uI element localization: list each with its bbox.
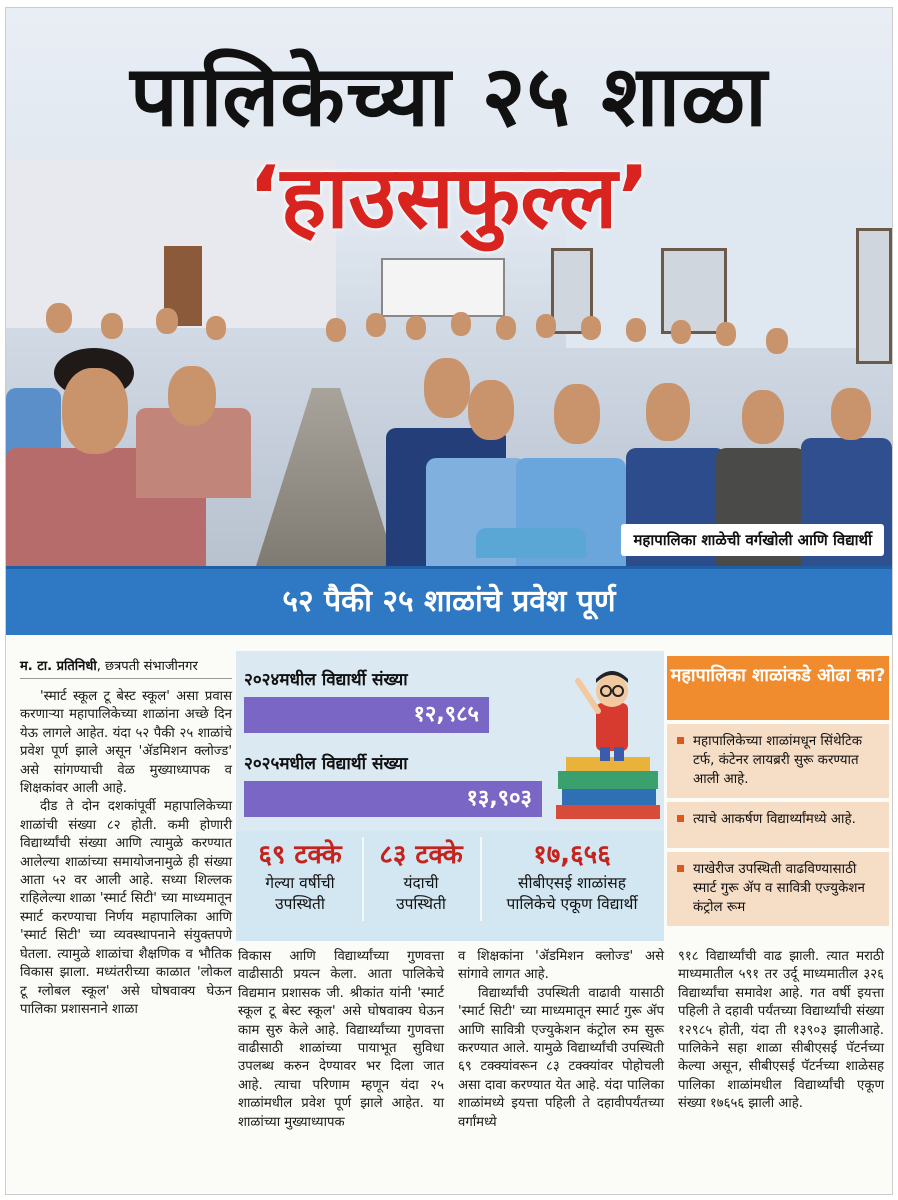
article-column-1 <box>20 688 232 1019</box>
student-reading-illustration <box>556 661 660 821</box>
headline-line1: पालिकेच्या २५ शाळा <box>130 47 768 145</box>
article-paragraph: ९१८ विद्यार्थ्यांची वाढ झाली. त्यात मराठी माध्यमातील ५९१ तर उर्दू माध्यमातील ३२६ विद्यार्थ्यांचा समावेश आहे. गत वर्षी इयत्ता पहिली ते दहावी पर्यंतच्या विद्यार्थ्यांची संख्या १२९८५ होती, यंदा ती १३९०३ झालीआहे. पालिकेने सहा शाळा सीबीएसई पॅटर्नच्या केल्या असून, सीबीएसई पॅटर्नच्या शाळेसह पालिका शाळांमधील विद्यार्थ्यांची एकूण संख्या १७६५६ झाली आहे. <box>678 949 884 1112</box>
article-paragraph: विद्यार्थ्यांची उपस्थिती वाढावी यासाठी 'स्मार्ट सिटी' च्या माध्यमातून स्मार्ट गुरू ॲप आणि सावित्री एज्युकेशन कंट्रोल रुम सुरू करण्यात आले. यामुळे विद्यार्थ्यांची उपस्थिती ६९ टक्क्यांवरून ८३ टक्क्यांवर पोहोचली असा दावा करण्यात येत आहे. यंदा पालिका शाळांमध्ये इयत्ता पहिली ते दहावीपर्यंतच्या वर्गांमध्ये <box>458 985 664 1130</box>
side-panel-item <box>667 724 889 798</box>
article-paragraph: 'स्मार्ट स्कूल टू बेस्ट स्कूल' असा प्रवास करणाऱ्या महापालिकेच्या शाळांना अच्छे दिन येऊ लागले आहेत. यंदा ५२ पैकी २५ शाळांचे प्रवेश पूर्ण झाले असून 'ॲडमिशन क्लोज्ड' असे सांगण्याची वेळ मुख्याध्यापक व शिक्षकांवर आली आहे. <box>20 689 232 797</box>
kpi-total-students <box>484 831 660 931</box>
kpi-value: १७,६५६ <box>533 840 611 870</box>
bullet-icon <box>677 737 684 744</box>
article-column-2 <box>238 948 444 1132</box>
kpi-caption: सीबीएसई शाळांसह <box>517 874 626 892</box>
kpi-caption: उपस्थिती <box>275 895 325 913</box>
bullet-icon <box>677 865 684 872</box>
kpi-caption: गेल्या वर्षीची <box>265 874 335 892</box>
byline-source: म. टा. प्रतिनिधी <box>20 659 97 674</box>
stats-box <box>236 651 664 941</box>
photo-caption: महापालिका शाळेची वर्गखोली आणि विद्यार्थी <box>621 524 884 556</box>
kpi-value: ८३ टक्के <box>379 840 463 870</box>
kpi-value: ६९ टक्के <box>258 840 342 870</box>
kpi-caption: यंदाची <box>403 874 439 892</box>
byline <box>20 656 232 679</box>
article-column-4 <box>678 948 884 1114</box>
side-panel-item <box>667 852 889 926</box>
side-panel-item <box>667 802 889 848</box>
article-paragraph: दीड ते दोन दशकांपूर्वी महापालिकेच्या शाळांची संख्या ८२ होती. कमी होणारी विद्यार्थ्यांची संख्या आणि त्यामुळे करण्यात आलेल्या शाळांच्या समायोजनामुळे ही संख्या आता ५२ वर आली आहे. सध्या शिल्लक राहिलेल्या शाळा 'स्मार्ट सिटी' च्या माध्यमातून स्मार्ट करण्याचा निर्णय महापालिका आणि 'स्मार्ट सिटी' च्या व्यवस्थापनाने संयुक्तपणे घेतला. त्यामुळे शाळांचा शैक्षणिक व भौतिक विकास झाला. मध्यंतरीच्या काळात 'लोकल टू ग्लोबल स्कूल' असे घोषवाक्य घेऊन पालिका प्रशासनाने शाळा <box>20 799 232 1017</box>
side-panel-item-text: याखेरीज उपस्थिती वाढविण्यासाठी स्मार्ट गुरू ॲप व सावित्री एज्युकेशन कंट्रोल रूम <box>693 862 865 915</box>
article-column-3 <box>458 948 664 1132</box>
byline-place: , छत्रपती संभाजीनगर <box>96 659 198 674</box>
stat-2024-label: २०२४मधील विद्यार्थी संख्या <box>244 670 408 690</box>
bullet-icon <box>677 815 684 822</box>
kpi-this-year-attendance <box>366 831 476 931</box>
classroom-photo <box>6 8 892 566</box>
article-paragraph: विकास आणि विद्यार्थ्यांच्या गुणवत्ता वाढीसाठी प्रयत्न केला. आता पालिकेचे विद्यमान प्रशासक जी. श्रीकांत यांनी 'स्मार्ट स्कूल टू बेस्ट स्कूल' असे घोषवाक्य घेऊन काम सुरु केले आहे. विद्यार्थ्यांच्या गुणवत्ता वाढीसाठी शाळांच्या पायाभूत सुविधा उपलब्ध करुन देण्यावर भर दिला जात आहे. त्याचा परिणाम म्हणून यंदा २५ शाळांमधील प्रवेश पूर्ण झाले आहेत. या शाळांच्या मुख्याध्यापक <box>238 949 444 1130</box>
kpi-caption: उपस्थिती <box>396 895 446 913</box>
subheadline-banner: ५२ पैकी २५ शाळांचे प्रवेश पूर्ण <box>6 566 892 635</box>
side-panel-item-text: त्याचे आकर्षण विद्यार्थ्यांमध्ये आहे. <box>693 812 856 827</box>
kpi-caption: पालिकेचे एकूण विद्यार्थी <box>506 895 638 913</box>
newspaper-clipping <box>6 8 892 1194</box>
stat-2025-bar: १३,९०३ <box>244 781 542 817</box>
side-panel-item-text: महापालिकेच्या शाळांमधून सिंथेटिक टर्फ, कंटेनर लायब्ररी सुरू करण्यात आली आहे. <box>693 734 863 787</box>
kpi-strip <box>236 831 664 941</box>
kpi-last-year-attendance <box>240 831 360 931</box>
stat-2024-bar: १२,९८५ <box>244 697 489 733</box>
side-panel-title: महापालिका शाळांकडे ओढा का? <box>667 656 889 720</box>
article-paragraph: व शिक्षकांना 'ॲडमिशन क्लोज्ड' असे सांगावे लागत आहे. <box>458 949 664 983</box>
stat-2025-label: २०२५मधील विद्यार्थी संख्या <box>244 754 408 774</box>
headline-line2: ‘हाउसफुल्ल’ <box>248 148 650 248</box>
